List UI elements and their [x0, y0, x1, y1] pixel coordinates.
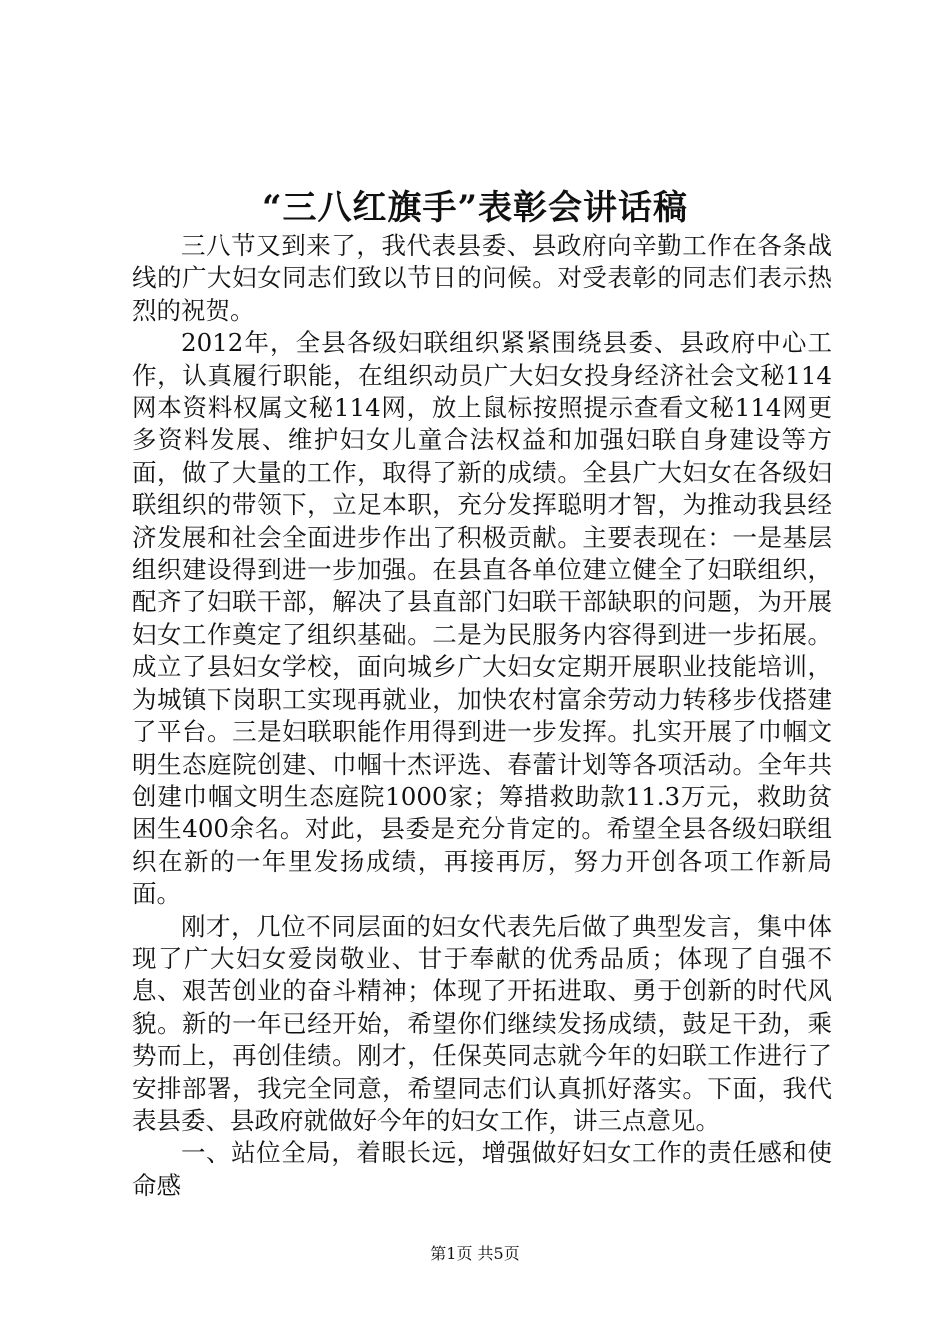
paragraph: 刚才，几位不同层面的妇女代表先后做了典型发言，集中体现了广大妇女爱岗敬业、甘于奉献的优秀品质；体现了自强不息、艰苦创业的奋斗精神；体现了开拓进取、勇于创新的时代风貌。新的一年已经开始，希望你们继续发扬成绩，鼓足干劲，乘势而上，再创佳绩。刚才，任保英同志就今年的妇联工作进行了安排部署，我完全同意，希望同志们认真抓好落实。下面，我代表县委、县政府就做好今年的妇女工作，讲三点意见。	[132, 911, 832, 1135]
paragraph: 2012年，全县各级妇联组织紧紧围绕县委、县政府中心工作，认真履行职能，在组织动员广大妇女投身经济社会文秘114网本资料权属文秘114网，放上鼠标按照提示查看文秘114网更多资料发展、维护妇女儿童合法权益和加强妇联自身建设等方面，做了大量的工作，取得了新的成绩。全县广大妇女在各级妇联组织的带领下，立足本职，充分发挥聪明才智，为推动我县经济发展和社会全面进步作出了积极贡献。主要表现在：一是基层组织建设得到进一步加强。在县直各单位建立健全了妇联组织，配齐了妇联干部，解决了县直部门妇联干部缺职的问题，为开展妇女工作奠定了组织基础。二是为民服务内容得到进一步拓展。成立了县妇女学校，面向城乡广大妇女定期开展职业技能培训，为城镇下岗职工实现再就业，加快农村富余劳动力转移步伐搭建了平台。三是妇联职能作用得到进一步发挥。扎实开展了巾帼文明生态庭院创建、巾帼十杰评选、春蕾计划等各项活动。全年共创建巾帼文明生态庭院1000家；筹措救助款11.3万元，救助贫困生400余名。对此，县委是充分肯定的。希望全县各级妇联组织在新的一年里发扬成绩，再接再厉，努力开创各项工作新局面。	[132, 328, 832, 909]
document-body	[132, 230, 832, 1202]
section-heading: 一、站位全局，着眼长远，增强做好妇女工作的责任感和使命感	[132, 1138, 832, 1200]
document-title: “三八红旗手”表彰会讲话稿	[261, 188, 689, 228]
page-number-footer: 第1页 共5页	[430, 1244, 520, 1263]
paragraph: 三八节又到来了，我代表县委、县政府向辛勤工作在各条战线的广大妇女同志们致以节日的问候。对受表彰的同志们表示热烈的祝贺。	[132, 231, 832, 325]
